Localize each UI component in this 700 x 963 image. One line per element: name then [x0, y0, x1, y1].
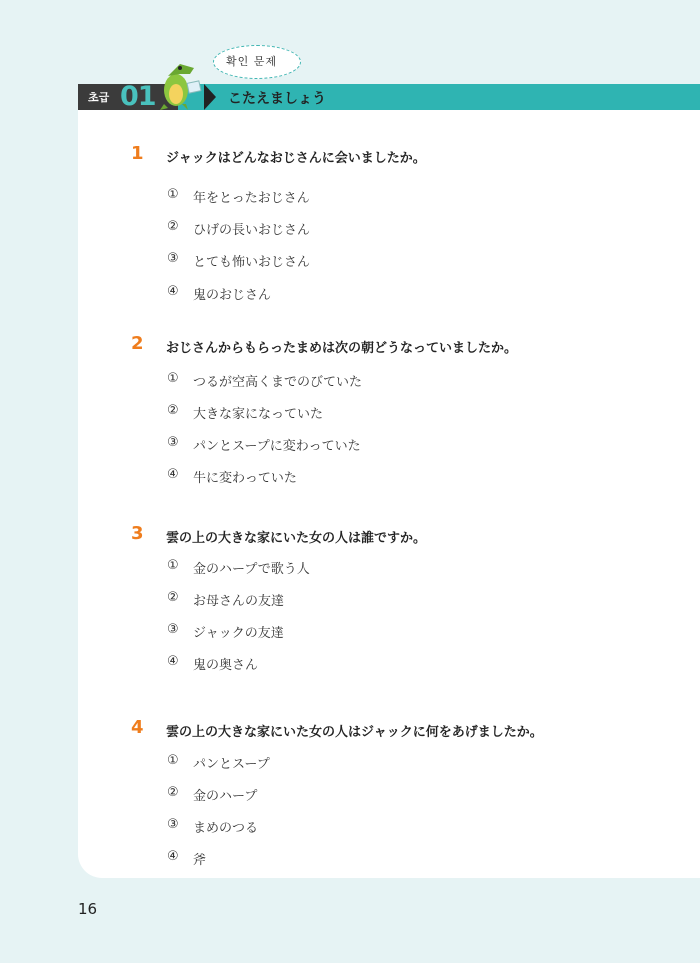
option-marker: ① — [167, 371, 179, 386]
option-text: 大きな家になっていた — [193, 407, 324, 422]
option-marker: ② — [167, 785, 179, 800]
level-number: 01 — [120, 81, 156, 112]
option-text: 鬼のおじさん — [193, 288, 272, 303]
crocodile-mascot-icon — [150, 60, 210, 112]
question-number: 4 — [131, 717, 144, 738]
option-text: とても怖いおじさん — [193, 255, 311, 270]
option-marker: ② — [167, 403, 179, 418]
option-text: 金のハープで歌う人 — [193, 562, 310, 577]
option-marker: ③ — [167, 251, 179, 266]
option-marker: ① — [167, 753, 179, 768]
option-text: ジャックの友達 — [193, 626, 284, 641]
option-marker: ① — [167, 558, 179, 573]
header-pointer — [204, 84, 216, 110]
option-marker: ④ — [167, 467, 179, 482]
question-number: 1 — [131, 143, 144, 164]
question-text: 雲の上の大きな家にいた女の人は誰ですか。 — [166, 531, 427, 546]
option-marker: ③ — [167, 817, 179, 832]
level-label: 초급 — [88, 91, 110, 104]
option-marker: ④ — [167, 284, 179, 299]
option-text: 斧 — [193, 853, 207, 868]
option-text: 牛に変わっていた — [193, 471, 297, 486]
option-text: 鬼の奥さん — [193, 658, 259, 673]
option-marker: ② — [167, 219, 179, 234]
option-text: パンとスープに変わっていた — [193, 439, 361, 454]
section-title: こたえましょう — [228, 91, 326, 107]
option-text: ひげの長いおじさん — [193, 223, 311, 238]
option-text: 年をとったおじさん — [193, 191, 310, 206]
bubble-text: 확인 문제 — [226, 55, 278, 68]
option-marker: ② — [167, 590, 179, 605]
option-marker: ④ — [167, 849, 179, 864]
option-text: パンとスープ — [193, 757, 270, 772]
question-text: ジャックはどんなおじさんに会いましたか。 — [166, 151, 426, 166]
option-marker: ① — [167, 187, 179, 202]
option-marker: ③ — [167, 435, 179, 450]
option-text: 金のハープ — [193, 789, 258, 804]
question-number: 3 — [131, 523, 144, 544]
option-marker: ④ — [167, 654, 179, 669]
page-number: 16 — [78, 900, 98, 918]
option-text: まめのつる — [193, 821, 259, 836]
question-text: おじさんからもらったまめは次の朝どうなっていましたか。 — [166, 341, 518, 356]
option-marker: ③ — [167, 622, 179, 637]
question-number: 2 — [131, 333, 144, 354]
question-text: 雲の上の大きな家にいた女の人はジャックに何をあげましたか。 — [166, 725, 543, 740]
option-text: つるが空高くまでのびていた — [193, 375, 363, 390]
option-text: お母さんの友達 — [193, 594, 285, 609]
